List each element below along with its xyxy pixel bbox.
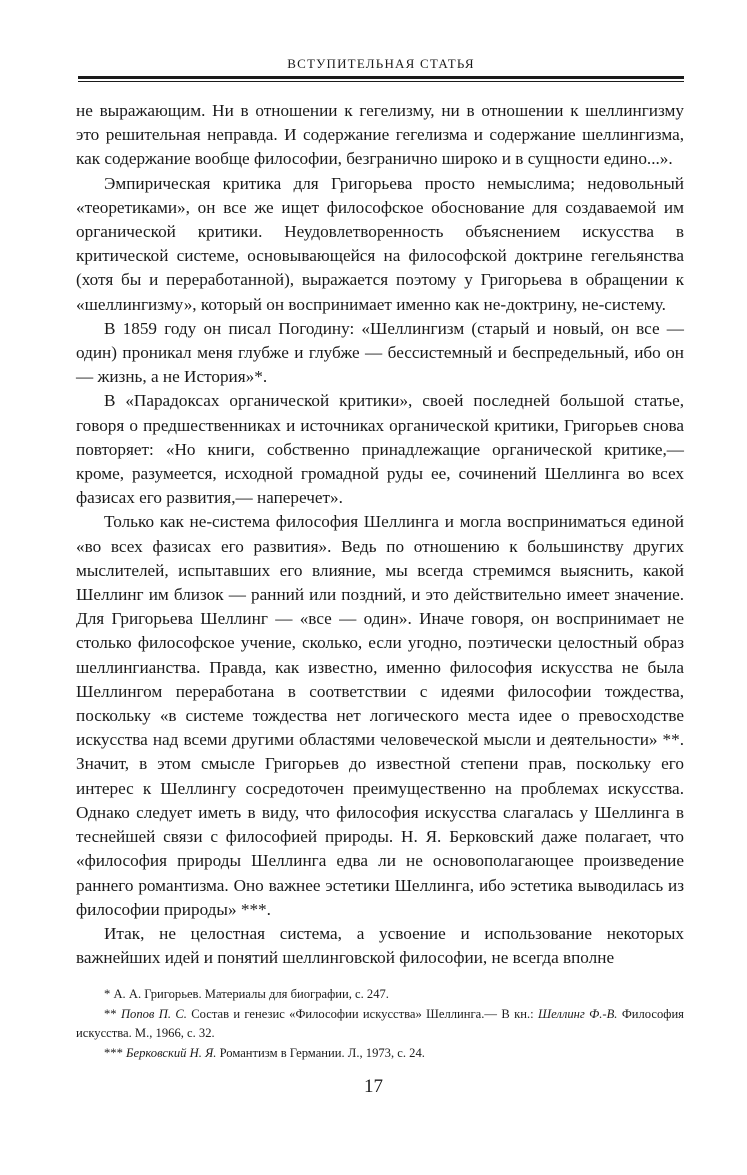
footnote-text: Состав и генезис «Философии искусства» Шеллинга.— В кн.:: [191, 1006, 534, 1021]
paragraph-6: Итак, не целостная система, а усвоение и использование некоторых важнейших идей и понятий шеллинговской философии, не всегда вполне: [76, 923, 684, 968]
main-text: [76, 99, 684, 970]
paragraph-2: Эмпирическая критика для Григорьева просто немыслима; недовольный «теоретиками», он все же ищет философское обоснование для создаваемой им органической критики. Неудовлетворенность объяснением искусства в критической системе, основывающейся на философской доктрине гегельянства (хотя бы и переработанной), выражается поэтому у Григорьева в обращении к «шеллингизму», который он воспринимает именно как не-доктрину, не-систему.: [76, 173, 684, 314]
footnote-3: [76, 1044, 684, 1064]
running-header: ВСТУПИТЕЛЬНАЯ СТАТЬЯ: [287, 56, 475, 71]
footnote-text: Романтизм в Германии. Л., 1973, с. 24.: [219, 1045, 425, 1060]
footnote-2: [76, 1005, 684, 1044]
footnote-mark: *: [104, 987, 111, 1001]
header-rule-thin: [78, 81, 684, 82]
paragraph-4: В «Парадоксах органической критики», своей последней большой статье, говоря о предшественниках и источниках органической критики, Григорьев снова повторяет: «Но книги, собственно принадлежащие органической критике,— кроме, разумеется, исходной громадной руды ее, сочинений Шеллинга во всех фазисах его развития,— наперечет».: [76, 391, 684, 508]
footnote-author: Попов П. С.: [120, 1006, 187, 1021]
footnote-mark: **: [104, 1006, 117, 1021]
footnote-author: Берковский Н. Я.: [126, 1045, 217, 1060]
paragraph-3: В 1859 году он писал Погодину: «Шеллингизм (старый и новый, он все — один) проникал меня глубже и глубже — бессистемный и беспредельный, ибо он — жизнь, а не История»*.: [76, 318, 684, 387]
footnotes: [76, 985, 684, 1063]
footnote-text: А. А. Григорьев. Материалы для биографии, с. 247.: [113, 987, 389, 1001]
footnote-text-2: Философия искусства. М., 1966, с. 32.: [76, 1006, 684, 1040]
footnote-1: [76, 985, 684, 1005]
header-rule-thick: [78, 76, 684, 79]
paragraph-1: не выражающим. Ни в отношении к гегелизму, ни в отношении к шеллингизму это решительная неправда. И содержание гегелизма и содержание шеллингизма, как содержание вообще философии, безгранично широко и в сущности едино...».: [76, 101, 684, 169]
footnote-author-2: Шеллинг Ф.-В.: [537, 1006, 618, 1021]
footnote-mark: ***: [104, 1045, 123, 1060]
page-number: 17: [364, 1076, 383, 1097]
paragraph-5: Только как не-система философия Шеллинга и могла восприниматься единой «во всех фазисах его развития». Ведь по отношению к большинству других мыслителей, испытавших его влияние, мы всегда стремимся выяснить, какой Шеллинг им близок — ранний или поздний, и это действительно имеет значение. Для Григорьева Шеллинг — «все — один». Иначе говоря, он воспринимает не столько философское учение, сколько, если угодно, поэтически целостный образ шеллингианства. Правда, как известно, именно философия искусства не была Шеллингом переработана в соответствии с идеями философии тождества, поскольку «в системе тождества нет логического места идее о превосходстве искусства над всеми другими областями человеческой мысли и деятельности» **. Значит, в этом смысле Григорьев до известной степени прав, поскольку его интерес к Шеллингу сосредоточен преимущественно на проблемах искусства. Однако следует иметь в виду, что философия искусства слагалась у Шеллинга в теснейшей связи с философией природы. Н. Я. Берковский даже полагает, что «философия природы Шеллинга едва ли не основополагающее произведение раннего романтизма. Оно важнее эстетики Шеллинга, ибо эстетика выводилась из философии природы» ***.: [76, 512, 684, 919]
